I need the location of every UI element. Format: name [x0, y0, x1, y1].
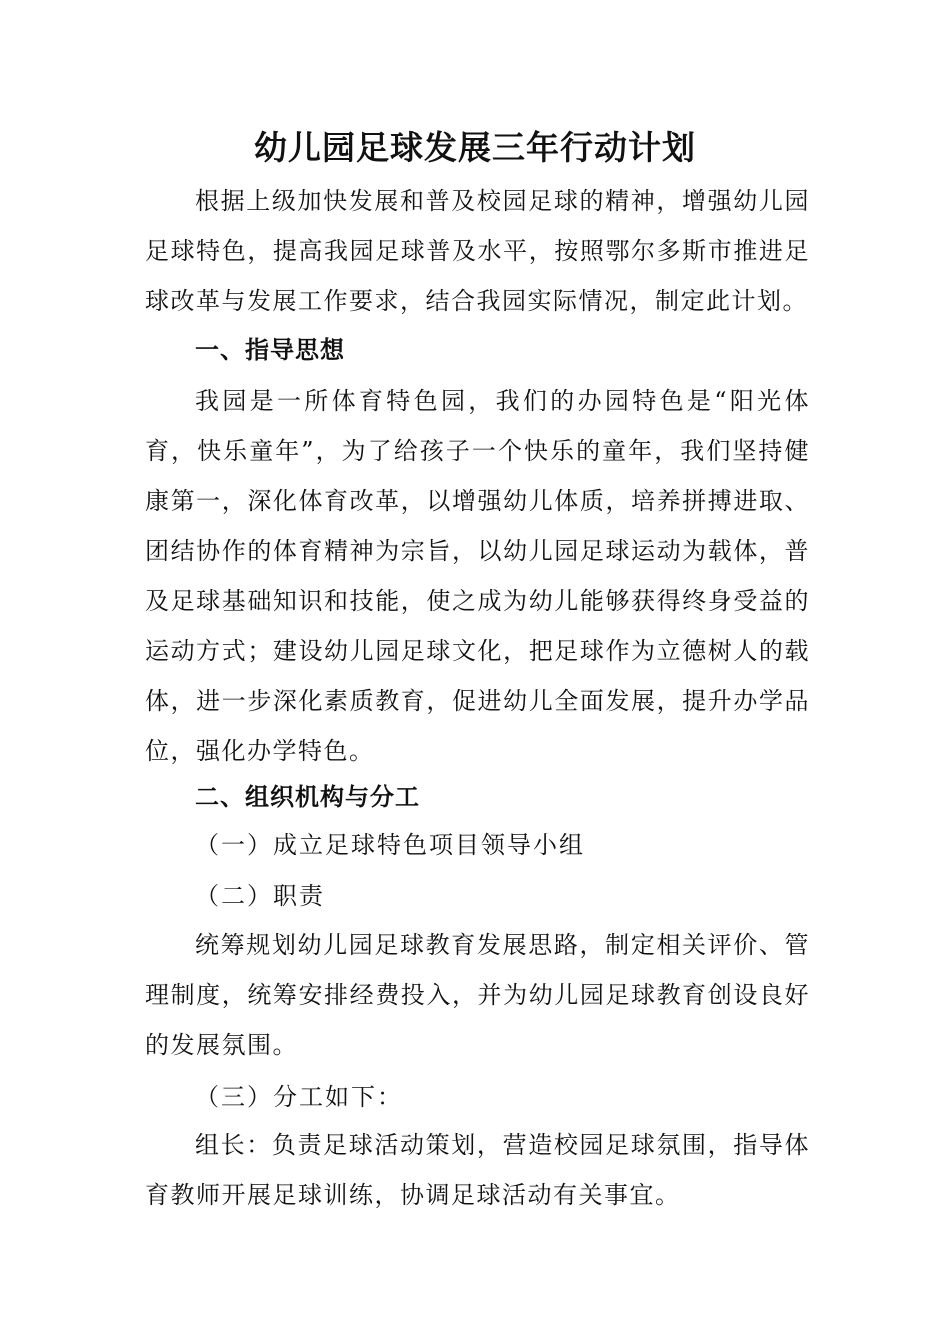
- section-heading-guiding-ideology: 一、指导思想: [195, 336, 345, 364]
- guiding-ideology-paragraph: 我园是一所体育特色园，我们的办园特色是“阳光体育，快乐童年”，为了给孩子一个快乐的童年，我们坚持健康第一，深化体育改革，以增强幼儿体质，培养拼搏进取、团结协作的体育精神为宗旨，以幼儿园足球运动为载体，普及足球基础知识和技能，使之成为幼儿能够获得终身受益的运动方式；建设幼儿园足球文化，把足球作为立德树人的载体，进一步深化素质教育，促进幼儿全面发展，提升办学品位，强化办学特色。: [145, 387, 810, 765]
- subheading-division-of-labor: （三）分工如下：: [195, 1083, 403, 1111]
- leader-paragraph: 组长：负责足球活动策划，营造校园足球氛围，指导体育教师开展足球训练，协调足球活动有关事宜。: [145, 1131, 810, 1209]
- section-heading-organization: 二、组织机构与分工: [195, 783, 420, 811]
- duties-paragraph: 统筹规划幼儿园足球教育发展思路，制定相关评价、管理制度，统筹安排经费投入，并为幼儿园足球教育创设良好的发展氛围。: [145, 931, 810, 1059]
- document-title: 幼儿园足球发展三年行动计划: [254, 128, 696, 167]
- subheading-duties: （二）职责: [195, 882, 325, 910]
- subheading-leadership-group: （一）成立足球特色项目领导小组: [195, 831, 585, 859]
- intro-paragraph: 根据上级加快发展和普及校园足球的精神，增强幼儿园足球特色，提高我园足球普及水平，按照鄂尔多斯市推进足球改革与发展工作要求，结合我园实际情况，制定此计划。: [145, 187, 810, 315]
